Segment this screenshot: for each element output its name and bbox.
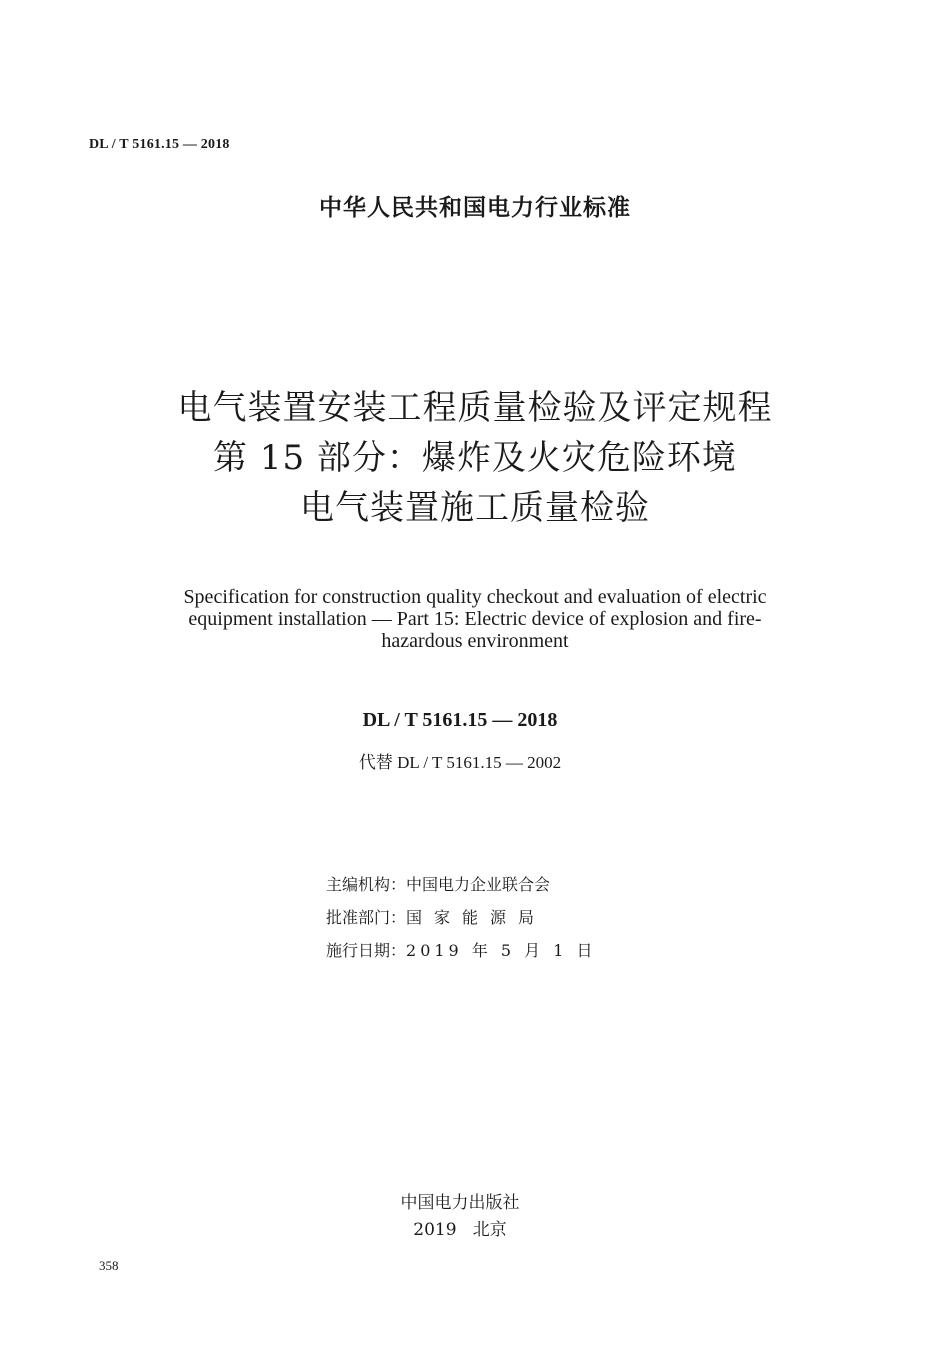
organization-title: 中华人民共和国电力行业标准 xyxy=(319,195,631,221)
publisher-name: 中国电力出版社 xyxy=(400,1193,520,1213)
editor-row xyxy=(326,868,597,901)
title-cn-line-3: 电气装置施工质量检验 xyxy=(300,488,650,528)
approver-row xyxy=(326,901,597,934)
standard-code: DL / T 5161.15 — 2018 xyxy=(362,709,558,731)
title-en-line-2: equipment installation — Part 15: Electric device of explosion and fire- xyxy=(188,608,762,630)
title-cn-line-2: 第 15 部分：爆炸及火灾危险环境 xyxy=(213,438,737,478)
header-standard-code: DL / T 5161.15 — 2018 xyxy=(89,137,230,152)
effective-date-value: 2019 年 5 月 1 日 xyxy=(406,941,597,960)
approver-label: 批准部门： xyxy=(326,908,407,927)
title-en-line-1: Specification for construction quality checkout and evaluation of electric xyxy=(183,586,767,608)
editor-value: 中国电力企业联合会 xyxy=(406,875,551,894)
page-number: 358 xyxy=(99,1258,119,1273)
publisher-place-year: 2019 北京 xyxy=(413,1220,507,1240)
title-cn-line-1: 电气装置安装工程质量检验及评定规程 xyxy=(177,388,773,428)
editor-label: 主编机构： xyxy=(326,875,407,894)
replaces-standard: 代替 DL / T 5161.15 — 2002 xyxy=(358,753,562,772)
effective-date-row xyxy=(326,934,597,967)
publisher-block xyxy=(0,1190,920,1244)
approver-value: 国家能源局 xyxy=(406,908,547,927)
metadata-block xyxy=(326,868,597,967)
effective-date-label: 施行日期： xyxy=(326,941,407,960)
title-en xyxy=(0,586,950,652)
title-en-line-3: hazardous environment xyxy=(381,630,569,652)
main-title-cn xyxy=(0,383,950,533)
